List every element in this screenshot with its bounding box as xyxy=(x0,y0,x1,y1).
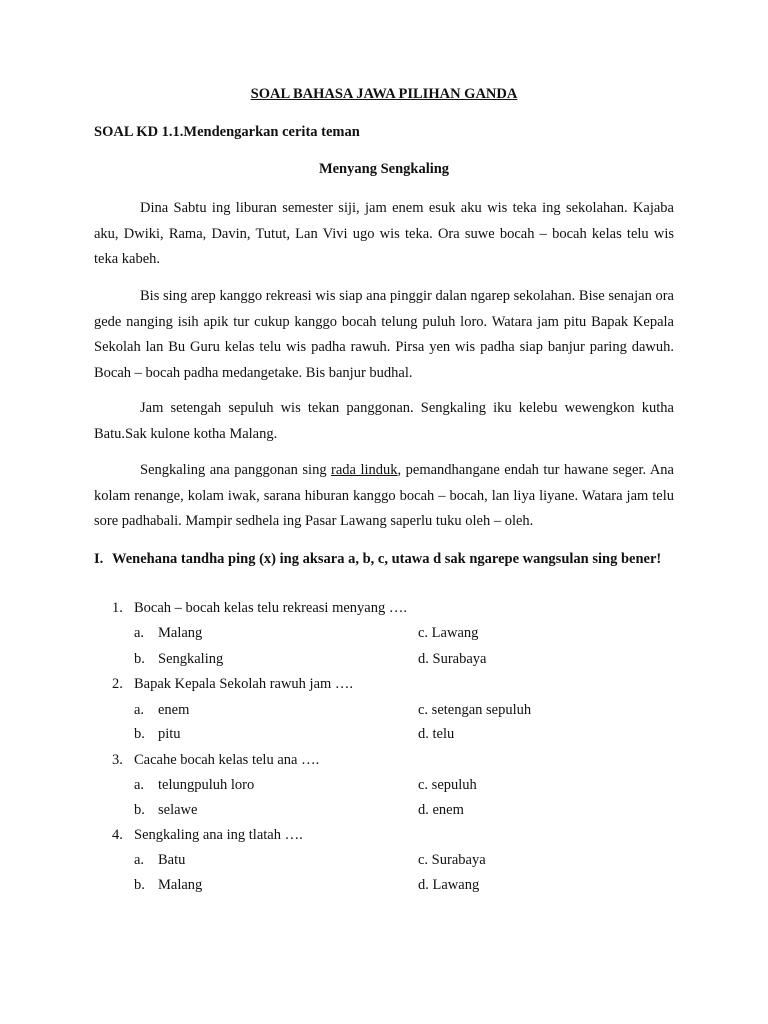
question-2-option-d[interactable]: d. telu xyxy=(418,726,455,742)
question-2-option-c[interactable]: c. setengan sepuluh xyxy=(418,702,532,718)
question-3-option-a[interactable]: a. telungpuluh loro xyxy=(134,777,255,793)
underlined-phrase: rada linduk xyxy=(331,462,398,478)
story-title: Menyang Sengkaling xyxy=(318,161,450,177)
question-1: 1. Bocah – bocah kelas telu rekreasi menyang …. xyxy=(112,600,407,616)
instruction: I. Wenehana tandha ping (x) ing aksara a, b, c, utawa d sak ngarepe wangsulan sing bener! xyxy=(94,551,662,567)
question-3-option-c[interactable]: c. sepuluh xyxy=(418,777,477,793)
question-3-option-b[interactable]: b. selawe xyxy=(134,802,198,818)
question-4-option-d[interactable]: d. Lawang xyxy=(418,877,480,893)
question-4-option-a[interactable]: a. Batu xyxy=(134,852,186,868)
story-paragraph-3: Jam setengah sepuluh wis tekan panggonan. Sengkaling iku kelebu wewengkon kutha Batu.Sak kulone kotha Malang. xyxy=(94,400,674,442)
question-4: 4. Sengkaling ana ing tlatah …. xyxy=(112,827,303,843)
question-3: 3. Cacahe bocah kelas telu ana …. xyxy=(112,752,320,768)
question-4-option-b[interactable]: b. Malang xyxy=(134,877,203,893)
story-paragraph-2: Bis sing arep kanggo rekreasi wis siap ana pinggir dalan ngarep sekolahan. Bise senajan ora gede nanging isih apik tur cukup kanggo bocah telung puluh loro. Watara jam pitu Bapak Kepala Sekolah lan Bu Guru kelas telu wis padha rawuh. Pirsa yen wis padha siap banjur paring dawuh. Bocah – bocah padha medangetake. Bis banjur budhal. xyxy=(94,288,674,381)
question-2-option-a[interactable]: a. enem xyxy=(134,702,190,718)
question-4-option-c[interactable]: c. Surabaya xyxy=(418,852,486,868)
question-3-option-d[interactable]: d. enem xyxy=(418,802,464,818)
question-2-option-b[interactable]: b. pitu xyxy=(134,726,181,742)
story-paragraph-4: Sengkaling ana panggonan sing rada linduk, pemandhangane endah tur hawane seger. Ana kolam renange, kolam iwak, sarana hiburan kanggo bocah – bocah, lan liya liyane. Watara jam telu sore padhabali. Mampir sedhela ing Pasar Lawang saperlu tuku oleh – oleh. xyxy=(94,462,674,529)
question-1-option-c[interactable]: c. Lawang xyxy=(418,625,479,641)
question-1-option-b[interactable]: b. Sengkaling xyxy=(134,651,224,667)
question-1-option-d[interactable]: d. Surabaya xyxy=(418,651,487,667)
story-paragraph-1: Dina Sabtu ing liburan semester siji, jam enem esuk aku wis teka ing sekolahan. Kajaba aku, Dwiki, Rama, Davin, Tutut, Lan Vivi ugo wis teka. Ora suwe bocah – bocah kelas telu wis teka kabeh. xyxy=(94,200,674,267)
question-1-option-a[interactable]: a. Malang xyxy=(134,625,203,641)
kd-heading: SOAL KD 1.1.Mendengarkan cerita teman xyxy=(94,124,360,140)
document-title: SOAL BAHASA JAWA PILIHAN GANDA xyxy=(250,86,518,102)
question-2: 2. Bapak Kepala Sekolah rawuh jam …. xyxy=(112,676,354,692)
